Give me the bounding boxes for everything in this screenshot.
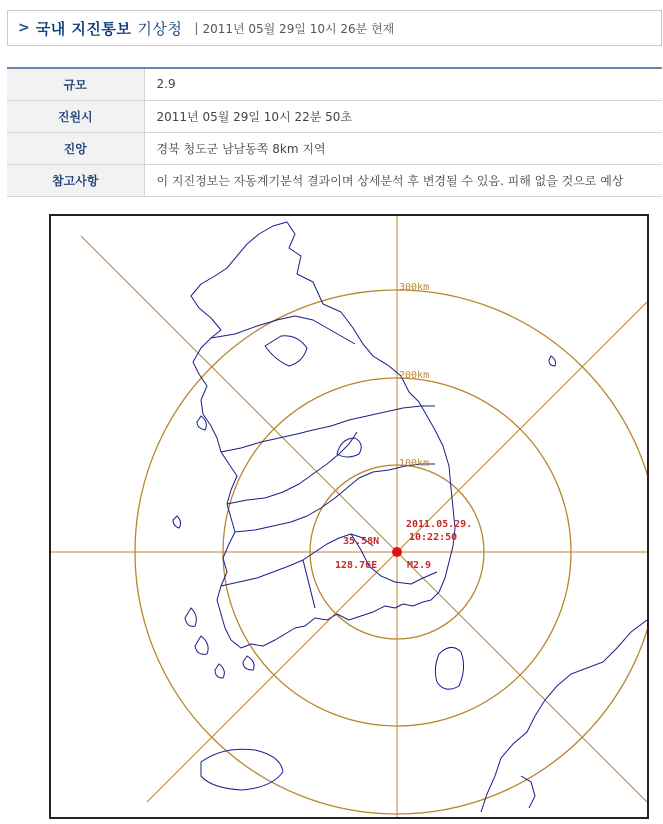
island-sw-2	[195, 636, 208, 654]
report-time: 2011년 05월 29일 10시 26분 현재	[202, 21, 395, 36]
table-row	[7, 100, 662, 132]
island-sw-4	[243, 656, 254, 670]
island-sw-3	[215, 664, 224, 678]
epicenter-map	[49, 214, 649, 819]
island-ulleung	[549, 356, 556, 366]
epicenter-date: 2011.05.29.	[406, 519, 473, 530]
island-w-2	[197, 416, 206, 430]
japan-coast	[481, 620, 647, 812]
map-svg	[51, 216, 647, 817]
island-w-1	[173, 516, 181, 528]
islands	[173, 356, 556, 790]
table-row	[7, 68, 662, 100]
border-north	[211, 316, 355, 344]
daejeon-outline	[337, 438, 361, 457]
page-title: 국내 지진통보	[35, 19, 132, 38]
epicenter-longitude: 128.76E	[335, 560, 378, 571]
crosshair-lines	[51, 216, 647, 817]
title-separator: |	[194, 21, 199, 35]
epicenter-label: 진앙	[7, 132, 144, 164]
ring-label-100km: 100km	[399, 458, 430, 469]
diagonal-nw-se	[81, 236, 647, 802]
kyushu-coast	[481, 620, 647, 812]
earthquake-info-table	[7, 67, 662, 197]
table-row	[7, 132, 662, 164]
ring-label-300km: 300km	[399, 282, 430, 293]
tsushima-island	[435, 647, 463, 689]
jeju-island	[201, 749, 283, 790]
epicenter-marker	[392, 547, 402, 557]
remarks-label: 참고사항	[7, 164, 144, 196]
origin-time-value: 2011년 05월 29일 10시 22분 50초	[144, 100, 662, 132]
ring-label-200km: 200km	[399, 370, 430, 381]
remarks-value: 이 지진정보는 자동계기분석 결과이며 상세분석 후 변경될 수 있음. 피해 없을 것으로 예상	[144, 164, 662, 196]
epicenter-value: 경북 청도군 남남동쪽 8km 지역	[144, 132, 662, 164]
epicenter-magnitude: M2.9	[407, 560, 432, 571]
agency-name: 기상청	[137, 19, 183, 38]
japan-coast-fragment	[521, 776, 535, 808]
border-gyeongnam-west	[303, 560, 315, 608]
island-sw-1	[185, 608, 196, 626]
origin-time-label: 진원시	[7, 100, 144, 132]
table-row	[7, 164, 662, 196]
magnitude-value: 2.9	[144, 68, 662, 100]
magnitude-label: 규모	[7, 68, 144, 100]
seoul-outline	[265, 336, 307, 366]
page-header	[7, 10, 662, 46]
epicenter-latitude: 35.58N	[343, 536, 380, 547]
border-gyeonggi-gangwon	[221, 406, 435, 452]
chevron-right-icon: >	[18, 20, 30, 36]
ring-labels	[399, 282, 429, 469]
epicenter-time: 10:22:50	[409, 532, 458, 543]
